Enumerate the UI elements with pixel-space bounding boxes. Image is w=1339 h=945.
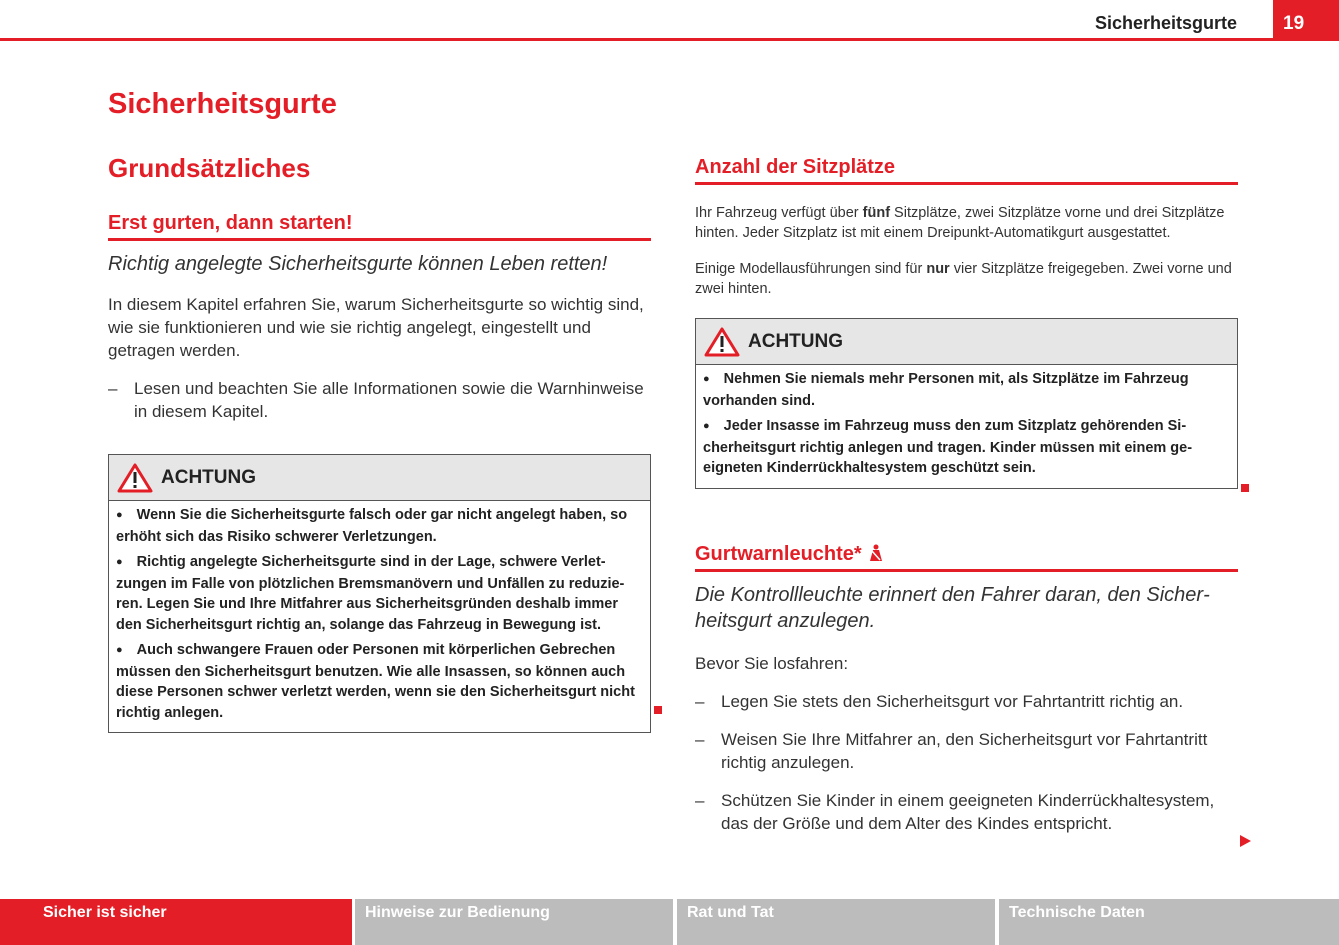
running-header: Sicherheitsgurte <box>1094 13 1237 33</box>
footer-tab-rat-und-tat[interactable]: Rat und Tat <box>677 899 995 945</box>
warning-label: ACHTUNG <box>161 466 256 488</box>
step-item: – Lesen und beachten Sie alle Informationen sowie die Warnhinweise in diesem Kapitel. <box>108 379 644 421</box>
warning-triangle-icon <box>704 327 740 357</box>
seatbelt-warning-icon <box>868 544 884 564</box>
end-marker <box>1241 484 1249 492</box>
right-column <box>695 156 1238 835</box>
warning-body <box>696 365 1237 488</box>
paragraph: Ihr Fahrzeug verfügt über fünf Sitzplätze, zwei Sitzplätze vorne und drei Sitzplätze hinten. Jeder Sitzplatz ist mit einem Dreipunkt-Automatikgurt ausgestattet. <box>695 205 1225 241</box>
warning-item: ● Richtig angelegte Sicherheitsgurte sind in der Lage, schwere Verletzungen im Falle von plötzlichen Bremsmanövern und Unfällen zu reduzieren. Legen Sie und Ihre Mitfahrer aus Sicherheitsgründen deshalb immer den Sicherheitsgurt richtig an, solange das Fahrzeug in Bewegung ist. <box>116 552 642 635</box>
paragraph: Bevor Sie losfahren: <box>695 653 849 673</box>
subsection-heading: Erst gurten, dann starten! <box>108 212 651 241</box>
continue-arrow-icon <box>1240 835 1251 847</box>
step-item: – Weisen Sie Ihre Mitfahrer an, den Sicherheitsgurt vor Fahrtantritt richtig anzulegen. <box>695 729 1208 772</box>
warning-body <box>109 501 650 732</box>
step-item: – Legen Sie stets den Sicherheitsgurt vor Fahrtantritt richtig an. <box>695 691 1184 711</box>
warning-item: ● Jeder Insasse im Fahrzeug muss den zum Sitzplatz gehörenden Sicherheitsgurt richtig anlegen und tragen. Kinder müssen mit einem geeigneten Kinderrückhaltesystem geschützt sein. <box>703 416 1229 479</box>
warning-item: ● Auch schwangere Frauen oder Personen mit körperlichen Gebrechen müssen den Sicherheitsgurt benutzen. Wie alle Insassen, so können auch diese Personen schwer verletzt werden, wenn sie den Sicherheitsgurt nicht richtig anlegen. <box>116 640 642 723</box>
section-title: Grundsätzliches <box>108 153 311 183</box>
paragraph: Einige Modellausführungen sind für nur vier Sitzplätze freigegeben. Zwei vorne und zwei hinten. <box>695 261 1232 297</box>
warning-label: ACHTUNG <box>748 330 843 352</box>
step-item: – Schützen Sie Kinder in einem geeigneten Kinderrückhaltesystem, das der Größe und dem Alter des Kindes entspricht. <box>695 790 1215 833</box>
intro-text: Richtig angelegte Sicherheitsgurte können Leben retten! <box>108 253 608 275</box>
subsection-heading: Gurtwarnleuchte* <box>695 543 1238 572</box>
intro-text: Die Kontrollleuchte erinnert den Fahrer daran, den Sicherheitsgurt anzulegen. <box>695 583 1210 632</box>
page-number: 19 <box>1273 0 1339 41</box>
left-column <box>108 88 651 733</box>
warning-header <box>696 319 1237 365</box>
warning-header <box>109 455 650 501</box>
warning-item: ● Wenn Sie die Sicherheitsgurte falsch oder gar nicht angelegt haben, so erhöht sich das Risiko schwerer Verletzungen. <box>116 505 642 547</box>
warning-box <box>108 454 651 733</box>
footer-tab-technische-daten[interactable]: Technische Daten <box>999 899 1339 945</box>
chapter-title: Sicherheitsgurte <box>108 88 337 120</box>
end-marker <box>654 706 662 714</box>
warning-box <box>695 318 1238 489</box>
header-rule <box>0 38 1273 41</box>
subsection-heading: Anzahl der Sitzplätze <box>695 156 1238 185</box>
paragraph: In diesem Kapitel erfahren Sie, warum Sicherheitsgurte so wichtig sind, wie sie funktionieren und wie sie richtig angelegt, eingestellt und getragen werden. <box>108 295 644 360</box>
footer-tab-hinweise[interactable]: Hinweise zur Bedienung <box>355 899 673 945</box>
warning-triangle-icon <box>117 463 153 493</box>
footer-tab-sicher-ist-sicher[interactable]: Sicher ist sicher <box>0 899 352 945</box>
warning-item: ● Nehmen Sie niemals mehr Personen mit, als Sitzplätze im Fahrzeug vorhanden sind. <box>703 369 1229 411</box>
